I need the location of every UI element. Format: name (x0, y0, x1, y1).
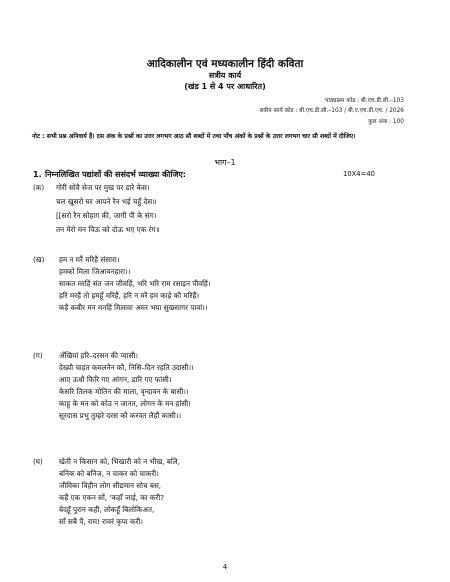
passage-label: (ख) (33, 255, 45, 264)
passage-label: (ग) (33, 351, 43, 360)
passage-line: गोरी सोवै सेज पर मुख पर डारे केस। (56, 183, 150, 192)
passage-line: आए ऊधौ फिरि गए आंगन, डारि गए फांसी। (59, 375, 172, 384)
passage-line: सूरदास प्रभु तुम्हरे दरस कौ करवत लैहौं कासी।। (59, 411, 182, 420)
passage-label: (घ) (33, 457, 43, 466)
passage-line: हम न मरैं मरिहै संसारा। (59, 255, 120, 264)
passage-line: काहू के मन को कोउ न जानत, लोगन के मन हांसी। (59, 399, 191, 408)
passage-line: अँखियां हरि–दरसन की प्यासी। (59, 351, 138, 360)
question-text: निम्नलिखित पद्यांशों की ससंदर्भ व्याख्या कीजिए: (45, 170, 187, 179)
question-marks: 10X4=40 (343, 170, 375, 178)
section-heading: भाग–1 (214, 158, 236, 167)
assignment-code: सत्रीय कार्य कोड : बी.एच.डी.सी.–103 / बी.ए.एच.डी.एच. / 2026 (259, 108, 404, 114)
passage-line: हमको मिला जिआवनहारा।। (59, 267, 131, 276)
passage-line: साकत मरहिं संत जन जीवहिं, भरि भरि राम रसाइन पीवहिं। (59, 279, 211, 288)
passage-line: देख्यौ चाहत कमलनैन कौ, निसि–दिन रहति उदासी।। (59, 363, 194, 372)
passage-line: तन मेरो मन पिऊ को दोऊ भए एक रंग॥ (56, 225, 160, 234)
passage-label: (क) (33, 183, 45, 192)
page-subtitle: सत्रीय कार्य (208, 71, 242, 80)
passage-line: बनिक को बनिज, न चाकर को चाकरी। (59, 469, 159, 478)
instructions-note: नोट : सभी प्रश्न अनिवार्य हैं। दस अंक के प्रश्नों का उत्तर लगभग आठ सौ शब्दों में तथा पाँच अंकों के प्रश्नों के उत्तर लगभग चार सौ शब्दों में दीजिए। (32, 133, 356, 140)
total-marks: कुल अंक : 100 (368, 119, 404, 125)
passage-line: कहैं एक एकन सों, 'कहाँ जाई, का करी? (59, 493, 165, 502)
passage-line: हरि मरहैं तो हमहूँ मरिहैं, हरि न मरै हम काहे कौ मरिहैं। (59, 291, 200, 300)
passage-line: चल खुसरो घर आपने रैन भई चहुँ देस॥ (56, 197, 157, 206)
passage-line: जीविका विहीन लोग सीद्यमान सोच बस, (59, 481, 162, 490)
page-title: आदिकालीन एवं मध्यकालीन हिंदी कविता (146, 58, 304, 70)
passage-line: कहै कबीर मन मनहिं मिलावा अमर भया सुखसागर पावां।। (59, 303, 208, 312)
page-subtitle-scope: (खंड 1 से 4 पर आधारित) (184, 82, 266, 91)
passage-line: बेदहूँ पुरान कही, लोकहूँ बिलोकिअत, (59, 505, 155, 514)
course-code: पाठ्यक्रम कोड : बी.एच.डी.सी.–103 (325, 98, 404, 104)
question-number: 1. (33, 170, 42, 179)
passage-line: साँ सबै पै, राम! रावरं कृपा करी। (59, 517, 143, 526)
passage-line: केसरि तिलक मोतिन की माला, वृन्दावन के बासी।। (59, 387, 189, 396)
passage-line: [[सरो रैन सोहाग की, जागी पी के संग। (56, 211, 157, 220)
page-number: 4 (222, 563, 228, 571)
passage-line: खेती न किसान को, भिखारी को न भीख, बलि, (59, 457, 180, 466)
